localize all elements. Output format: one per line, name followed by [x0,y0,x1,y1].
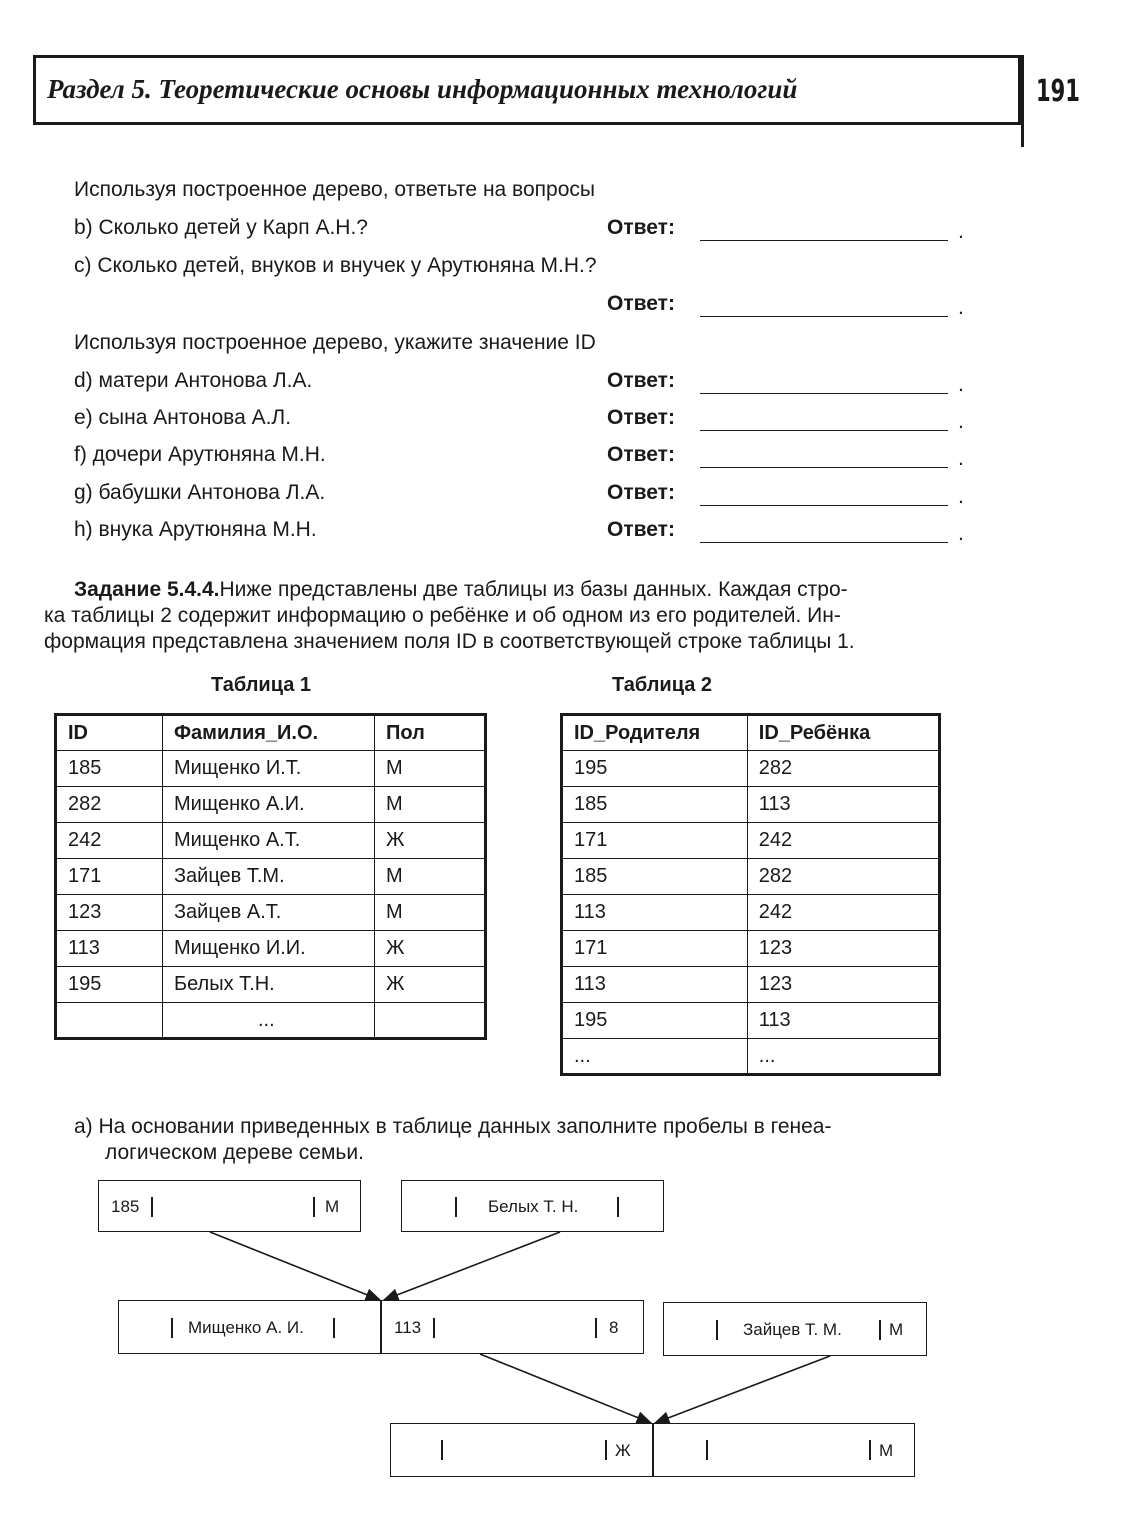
table-cell: М [374,787,485,823]
table-cell: 171 [562,823,748,859]
table-cell: 113 [747,787,939,823]
table-cell: 113 [562,967,748,1003]
table1-header-cell: Фамилия_И.О. [162,715,374,751]
table2-header-cell: ID_Родителя [562,715,748,751]
table-cell: Зайцев Т.М. [162,859,374,895]
tree-node-child2-sex: М [879,1441,894,1460]
tree-separator [869,1440,871,1460]
subtask-a-line-2: логическом дереве семьи. [105,1141,364,1164]
table-cell: ... [747,1039,939,1075]
answer-label-e: Ответ: [607,406,675,429]
answer-dot-b: . [958,220,964,243]
table-cell: Ж [374,823,485,859]
tree-separator [171,1318,173,1338]
tree-separator [333,1318,335,1338]
tree-node-113-sex: 8 [609,1318,619,1337]
table-cell: Белых Т.Н. [162,967,374,1003]
arrow-113-to-children [480,1354,651,1423]
answer-label-g: Ответ: [607,481,675,504]
arrow-185-to-couple [210,1232,380,1300]
table-cell: 171 [562,931,748,967]
table-cell: Мищенко А.Т. [162,823,374,859]
task-title: Задание 5.4.4. [74,578,220,601]
answer-dot-c: . [958,296,964,319]
answer-label-h: Ответ: [607,518,675,541]
answer-dot-d: . [958,373,964,396]
tree-separator [716,1320,718,1340]
table2-header-cell: ID_Ребёнка [747,715,939,751]
page-number: 191 [1036,74,1080,109]
table1-caption: Таблица 1 [211,674,312,696]
table1-header-cell: Пол [374,715,485,751]
tree-separator [879,1320,881,1340]
tree-couple-divider [380,1300,382,1354]
table-cell: 171 [56,859,163,895]
table-cell: М [374,751,485,787]
table-cell: 123 [747,967,939,1003]
tree-node-mishchenko-name: Мищенко А. И. [188,1318,304,1337]
table-cell: 282 [747,751,939,787]
answer-dot-f: . [958,447,964,470]
table-cell: ... [162,1003,374,1039]
table-cell: Ж [374,931,485,967]
questions-intro-1: Используя построенное дерево, ответьте на вопросы [74,178,595,201]
question-b: b) Сколько детей у Карп А.Н.? [74,216,368,239]
answer-label-b: Ответ: [607,216,675,239]
questions-intro-2: Используя построенное дерево, укажите значение ID [74,331,596,354]
answer-dot-h: . [958,522,964,545]
question-c: c) Сколько детей, внуков и внучек у Арутюняна М.Н.? [74,254,597,277]
tree-children-divider [652,1423,654,1477]
table-cell: 185 [562,859,748,895]
table-cell: М [374,895,485,931]
tree-node-185-id: 185 [111,1197,140,1216]
tree-separator [595,1318,597,1338]
tree-separator [605,1440,607,1460]
tree-node-zaytsev-sex: М [889,1320,904,1339]
arrow-belykh-to-couple [384,1232,560,1300]
tree-separator [617,1197,619,1217]
table-cell: М [374,859,485,895]
task-line-3: формация представлена значением поля ID в соответствующей строке таблицы 1. [44,630,855,653]
table-cell: 195 [562,1003,748,1039]
tree-separator [313,1197,315,1217]
table-cell: 242 [56,823,163,859]
answer-dot-e: . [958,410,964,433]
table1-header-cell: ID [56,715,163,751]
table-cell: 195 [562,751,748,787]
question-f: f) дочери Арутюняна М.Н. [74,443,326,466]
answer-label-c: Ответ: [607,292,675,315]
table-cell: ... [562,1039,748,1075]
tree-node-child1-sex: Ж [615,1441,631,1460]
table-cell: Мищенко И.И. [162,931,374,967]
arrow-zaytsev-to-children [655,1356,830,1423]
tree-node-113-id: 113 [394,1318,422,1337]
task-line-2: ка таблицы 2 содержит информацию о ребёнке и об одном из его родителей. Ин- [44,604,841,627]
task-line-1: Задание 5.4.4.Ниже представлены две таблицы из базы данных. Каждая стро- [74,578,848,601]
subtask-a-line-1: а) На основании приведенных в таблице данных заполните пробелы в генеа- [74,1115,832,1138]
table-cell: 282 [747,859,939,895]
tree-separator [433,1318,435,1338]
table-cell: Ж [374,967,485,1003]
tree-separator [706,1440,708,1460]
table-cell: 185 [56,751,163,787]
table-cell: 242 [747,823,939,859]
table-cell: Мищенко И.Т. [162,751,374,787]
table-cell: 282 [56,787,163,823]
table2-caption: Таблица 2 [612,674,713,696]
tree-separator [441,1440,443,1460]
question-h: h) внука Арутюняна М.Н. [74,518,317,541]
table-cell: Мищенко А.И. [162,787,374,823]
answer-label-f: Ответ: [607,443,675,466]
table-cell: 123 [747,931,939,967]
table-cell: Зайцев А.Т. [162,895,374,931]
tree-separator [455,1197,457,1217]
table-cell: 113 [747,1003,939,1039]
tree-node-185-sex: М [325,1197,340,1216]
answer-label-d: Ответ: [607,369,675,392]
table-cell: 185 [562,787,748,823]
tree-separator [151,1197,153,1217]
table-cell: 113 [56,931,163,967]
section-title: Раздел 5. Теоретические основы информационных технологий [47,74,798,104]
tree-node-belykh-name: Белых Т. Н. [488,1197,579,1216]
table-cell: 195 [56,967,163,1003]
question-e: e) сына Антонова А.Л. [74,406,292,429]
table-cell: 123 [56,895,163,931]
tree-node-zaytsev-name: Зайцев Т. М. [743,1320,842,1339]
answer-dot-g: . [958,485,964,508]
question-d: d) матери Антонова Л.А. [74,369,313,392]
question-g: g) бабушки Антонова Л.А. [74,481,326,504]
table-cell: 242 [747,895,939,931]
table-cell: 113 [562,895,748,931]
